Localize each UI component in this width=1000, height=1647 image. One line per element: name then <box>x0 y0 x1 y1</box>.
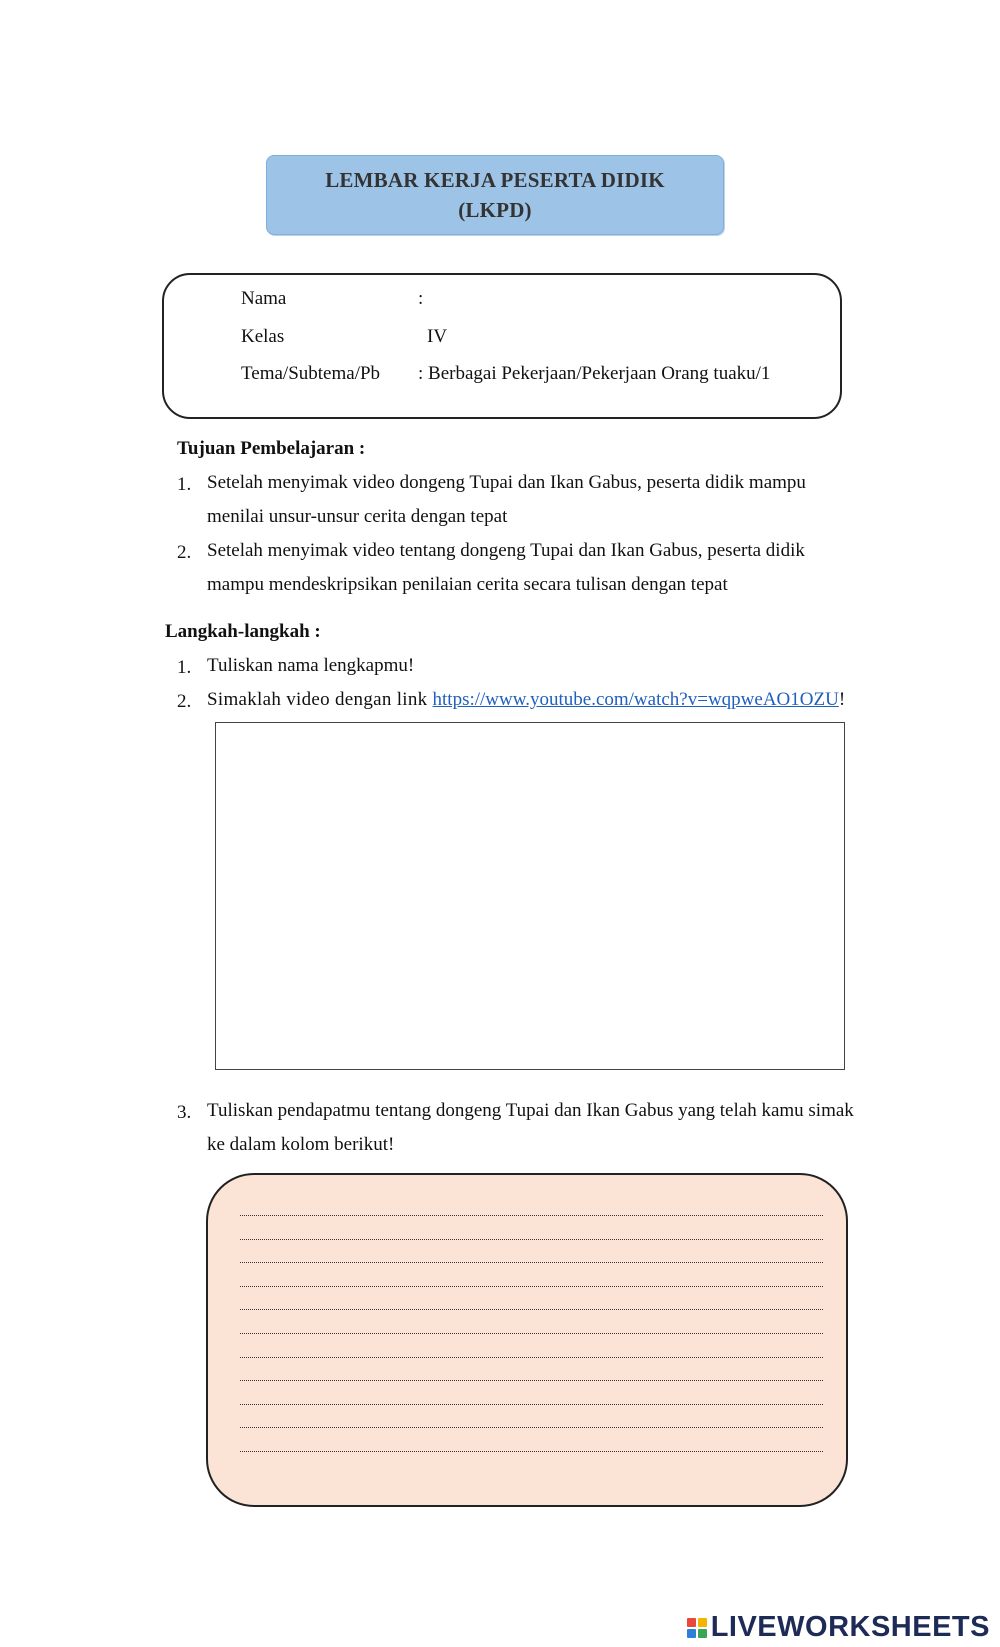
answer-line[interactable] <box>240 1309 823 1310</box>
label-tema: Tema/Subtema/Pb <box>241 363 381 384</box>
title-line-2: (LKPD) <box>458 198 532 222</box>
worksheet-title <box>266 155 724 235</box>
answer-line[interactable] <box>240 1215 823 1216</box>
liveworksheets-logo <box>687 1611 990 1644</box>
answer-line[interactable] <box>240 1239 823 1240</box>
value-tema: : Berbagai Pekerjaan/Pekerjaan Orang tuaku/1 <box>418 363 771 384</box>
answer-line[interactable] <box>240 1451 823 1452</box>
step-2-suffix: ! <box>838 689 846 710</box>
value-kelas: IV <box>427 326 448 347</box>
objective-2-number: 2. <box>177 542 192 563</box>
answer-line[interactable] <box>240 1380 823 1381</box>
answer-line[interactable] <box>240 1333 823 1334</box>
step-2-prefix: Simaklah video dengan link <box>207 689 433 710</box>
value-nama[interactable]: : <box>418 288 424 309</box>
objective-1-line-2: menilai unsur-unsur cerita dengan tepat <box>207 506 508 527</box>
label-nama: Nama <box>241 288 287 309</box>
answer-line[interactable] <box>240 1286 823 1287</box>
step-3-line-2: ke dalam kolom berikut! <box>207 1134 395 1155</box>
answer-line[interactable] <box>240 1404 823 1405</box>
answer-box[interactable] <box>206 1173 848 1507</box>
step-2-text <box>207 683 845 717</box>
step-2-number: 2. <box>177 691 192 712</box>
objective-1-line-1: Setelah menyimak video dongeng Tupai dan Ikan Gabus, peserta didik mampu <box>207 472 806 493</box>
answer-line[interactable] <box>240 1427 823 1428</box>
objective-2-line-2: mampu mendeskripsikan penilaian cerita secara tulisan dengan tepat <box>207 574 728 595</box>
step-1-number: 1. <box>177 657 192 678</box>
objective-2-line-1: Setelah menyimak video tentang dongeng Tupai dan Ikan Gabus, peserta didik <box>207 540 805 561</box>
objective-1-number: 1. <box>177 474 192 495</box>
steps-heading: Langkah-langkah : <box>165 621 321 642</box>
answer-line[interactable] <box>240 1357 823 1358</box>
video-link[interactable]: https://www.youtube.com/watch?v=wqpweAO1OZU <box>432 689 839 710</box>
title-line-1: LEMBAR KERJA PESERTA DIDIK <box>325 168 665 192</box>
footer-brand: LIVEWORKSHEETS <box>710 1611 990 1643</box>
step-3-line-1: Tuliskan pendapatmu tentang dongeng Tupai dan Ikan Gabus yang telah kamu simak <box>207 1100 854 1121</box>
step-1-text: Tuliskan nama lengkapmu! <box>207 655 415 676</box>
video-embed-frame[interactable] <box>215 722 845 1070</box>
label-kelas: Kelas <box>241 326 285 347</box>
step-3-number: 3. <box>177 1102 192 1123</box>
objectives-heading: Tujuan Pembelajaran : <box>177 438 366 459</box>
liveworksheets-icon <box>687 1618 707 1638</box>
answer-line[interactable] <box>240 1262 823 1263</box>
